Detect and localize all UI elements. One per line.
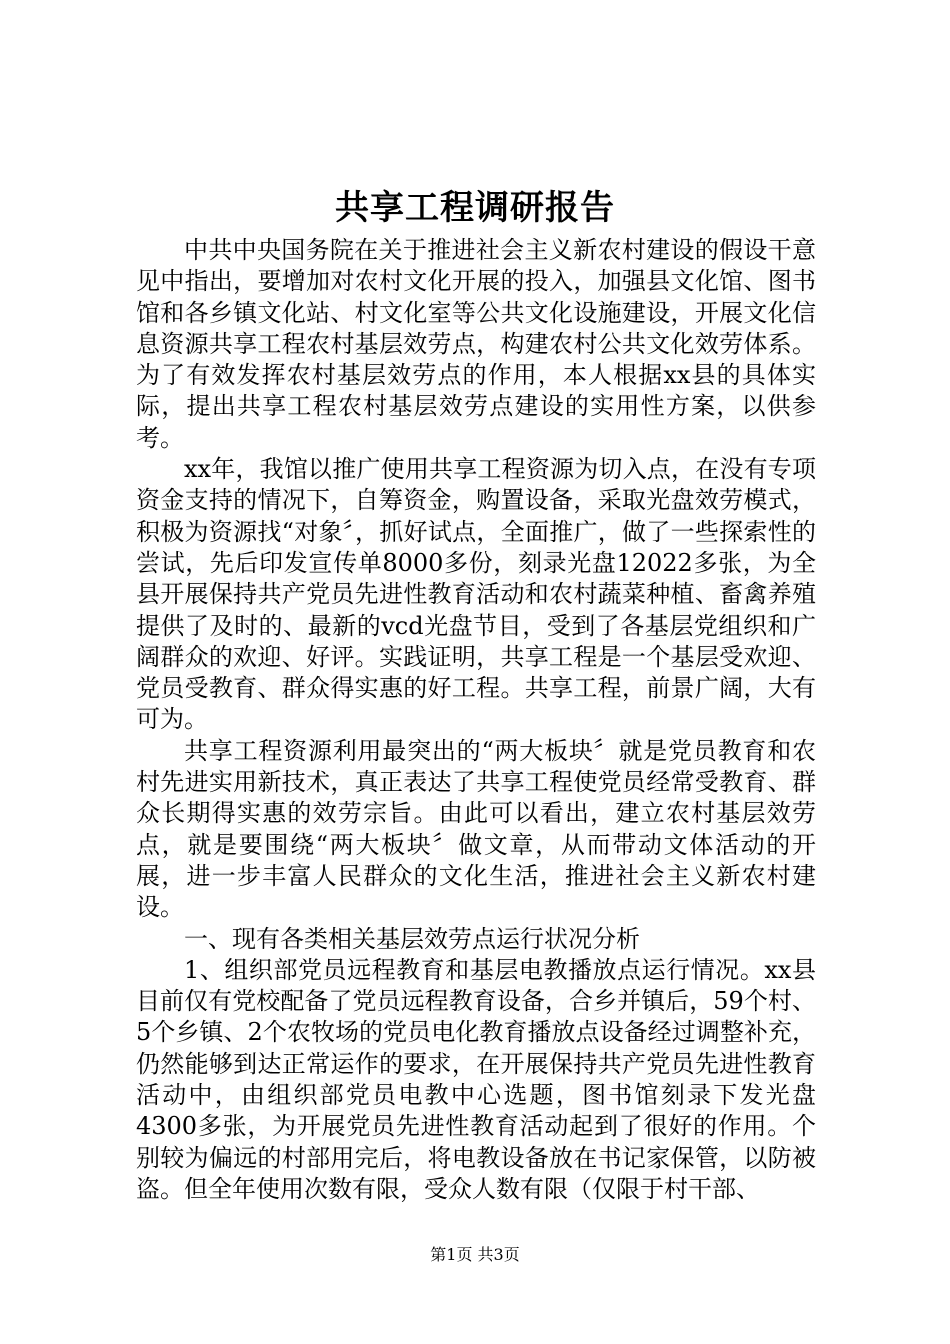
paragraph-xx-year: xx年，我馆以推广使用共享工程资源为切入点，在没有专项资金支持的情况下，自筹资金，购置设备，采取光盘效劳模式，积极为资源找“对象〞，抓好试点，全面推广，做了一些探索性的尝试，先后印发宣传单8000多份，刻录光盘12022多张，为全县开展保持共产党员先进性教育活动和农村蔬菜种植、畜禽养殖提供了及时的、最新的vcd光盘节目，受到了各基层党组织和广阔群众的欢迎、好评。实践证明，共享工程是一个基层受欢迎、党员受教育、群众得实惠的好工程。共享工程，前景广阔，大有可为。 bbox=[136, 455, 816, 734]
paragraph-two-blocks: 共享工程资源利用最突出的“两大板块〞就是党员教育和农村先进实用新技术，真正表达了共享工程使党员经常受教育、群众长期得实惠的效劳宗旨。由此可以看出，建立农村基层效劳点，就是要围绕“两大板块〞做文章，从而带动文体活动的开展，进一步丰富人民群众的文化生活，推进社会主义新农村建设。 bbox=[136, 736, 816, 922]
document-title: 共享工程调研报告 bbox=[335, 188, 615, 228]
section-heading-1: 一、现有各类相关基层效劳点运行状况分析 bbox=[184, 924, 640, 953]
paragraph-intro: 中共中央国务院在关于推进社会主义新农村建设的假设干意见中指出，要增加对农村文化开展的投入，加强县文化馆、图书馆和各乡镇文化站、村文化室等公共文化设施建设，开展文化信息资源共享工程农村基层效劳点，构建农村公共文化效劳体系。为了有效发挥农村基层效劳点的作用，本人根据xx县的具体实际，提出共享工程农村基层效劳点建设的实用性方案，以供参考。 bbox=[136, 236, 816, 452]
page-footer: 第1页 共3页 bbox=[430, 1245, 520, 1264]
paragraph-item-1: 1、组织部党员远程教育和基层电教播放点运行情况。xx县目前仅有党校配备了党员远程教育设备，合乡并镇后，59个村、5个乡镇、2个农牧场的党员电化教育播放点设备经过调整补充，仍然能够到达正常运作的要求，在开展保持共产党员先进性教育活动中，由组织部党员电教中心选题，图书馆刻录下发光盘4300多张，为开展党员先进性教育活动起到了很好的作用。个别较为偏远的村部用完后，将电教设备放在书记家保管，以防被盗。但全年使用次数有限，受众人数有限（仅限于村干部、 bbox=[136, 955, 816, 1203]
document-body bbox=[136, 235, 816, 1205]
